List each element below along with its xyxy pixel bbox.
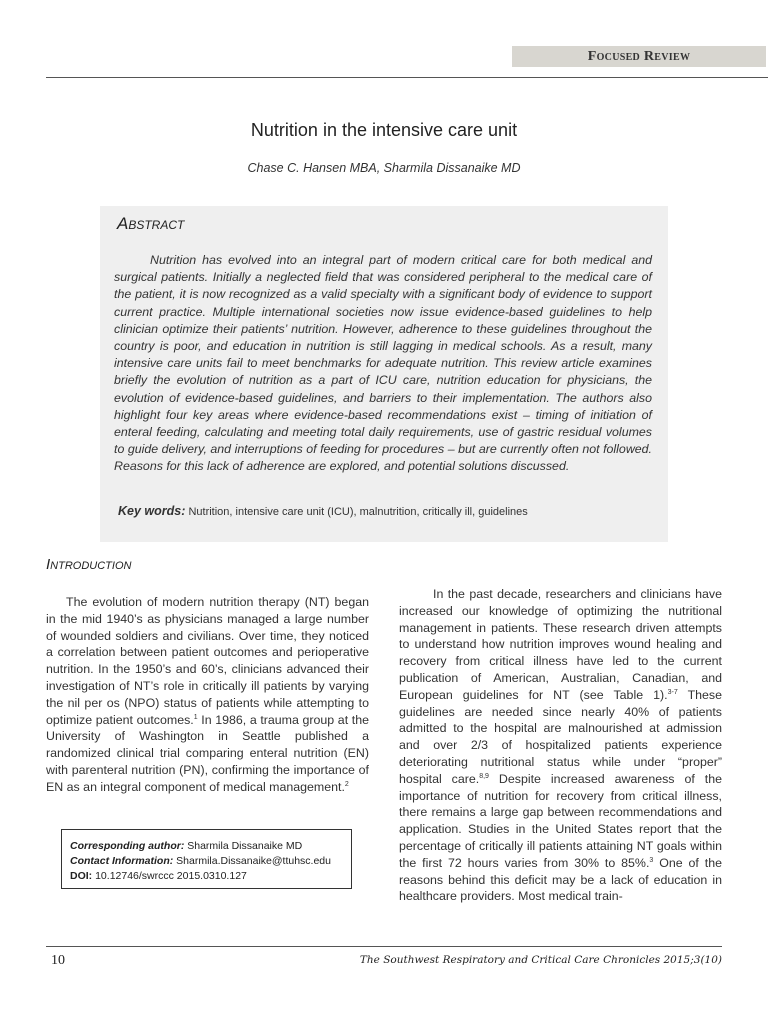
article-title: Nutrition in the intensive care unit (250, 120, 518, 140)
doi (70, 869, 343, 884)
text-run: In the past decade, researchers and clinicians have increased our knowledge of optimizing the nutritional management in patients. These research driven attempts to understand how nutrition improves wound healing and recovery from critical illness have led to the current publication of American, Australian, Canadian, and European guidelines for NT (see Table 1). (399, 587, 722, 702)
journal-citation: The Southwest Respiratory and Critical Care Chronicles 2015;3(10) (359, 954, 722, 966)
page-number: 10 (51, 953, 65, 968)
corresponding-author (70, 839, 343, 854)
keywords-label: Key words: (118, 504, 186, 518)
footer-rule (46, 946, 722, 947)
text-run: These guidelines are needed since nearly 40% of patients admitted to the hospital are malnourished at admission and over 2/3 of hospitalized patients experience deteriorating nutritional status while under “proper” hospital care. (399, 687, 723, 786)
label: Corresponding author: (70, 840, 185, 852)
abstract-text: Nutrition has evolved into an integral part of modern critical care for both medical and surgical patients. Initially a neglected field that was considered peripheral to the medical care of the patient, it is now recognized as a valid specialty with a significant body of evidence to support current practice. Multiple international societies now issue evidence-based guidelines to help clinician optimize their patients’ nutrition. However, adherence to these guidelines throughout the country is poor, and education in nutrition is still lagging in medical schools. As a result, many intensive care units fail to meet benchmarks for adequate nutrition. This review article examines briefly the evolution of nutrition as a part of ICU care, nutrition education for physicians, the evolution of evidence-based guidelines, and barriers to their implementation. The authors also highlight four key areas where evidence-based recommendations exist – timing of initiation of enteral feeding, calculating and meeting total daily requirements, use of gastric residual volumes to guide delivery, and interruptions of feeding for procedures – but are currently often not followed. Reasons for this lack of adherence are explored, and potential solutions discussed. (114, 253, 652, 474)
doi-link[interactable]: 10.12746/swrccc 2015.0310.127 (95, 870, 247, 882)
text-run: One of the reasons behind this deficit may be a lack of education in healthcare providers. Most medical train- (399, 855, 722, 904)
section-tag: Focused Review (512, 46, 766, 67)
text-run: Despite increased awareness of the importance of nutrition for recovery from critical illness, there remains a large gap between recommendations and application. Studies in the United States report that the percentage of critically ill patients attaining NT goals within the first 72 hours varies from 30% to 85%. (399, 771, 722, 870)
abstract-heading: Abstract (117, 214, 185, 233)
text-run: In 1986, a trauma group at the University of Washington in Seattle published a randomized clinical trial comparing enteral nutrition (EN) with parenteral nutrition (PN), confirming the importance of EN as an integral component of medical management. (46, 712, 369, 794)
introduction-heading: Introduction (46, 556, 132, 573)
label: DOI: (70, 870, 93, 882)
reference-marker: 2 (344, 780, 349, 788)
email-link[interactable]: Sharmila.Dissanaike@ttuhsc.edu (176, 855, 331, 867)
contact-information (70, 854, 343, 869)
reference-marker: 8,9 (479, 772, 489, 780)
introduction-left-paragraph (46, 594, 369, 796)
article-authors: Chase C. Hansen MBA, Sharmila Dissanaike MD (247, 161, 521, 175)
reference-marker: 3-7 (667, 688, 678, 696)
keywords (118, 504, 528, 518)
keywords-list: Nutrition, intensive care unit (ICU), malnutrition, critically ill, guidelines (188, 506, 528, 518)
header-rule (46, 77, 768, 78)
reference-marker: 3 (649, 856, 654, 864)
label: Contact Information: (70, 855, 174, 867)
contact-box (61, 829, 352, 889)
reference-marker: 1 (193, 713, 198, 721)
value: Sharmila Dissanaike MD (187, 840, 303, 852)
text-run: The evolution of modern nutrition therapy (NT) began in the mid 1940’s as physicians managed a large number of wounded soldiers and civilians. Over time, they noticed a correlation between patient outcomes and perioperative nutrition. In the 1950’s and 60’s, clinicians advanced their investigation of NT’s role in critically ill patients by varying the nil per os (NPO) status of patients while attempting to optimize patient outcomes. (46, 595, 369, 727)
introduction-right-paragraph (399, 586, 722, 905)
